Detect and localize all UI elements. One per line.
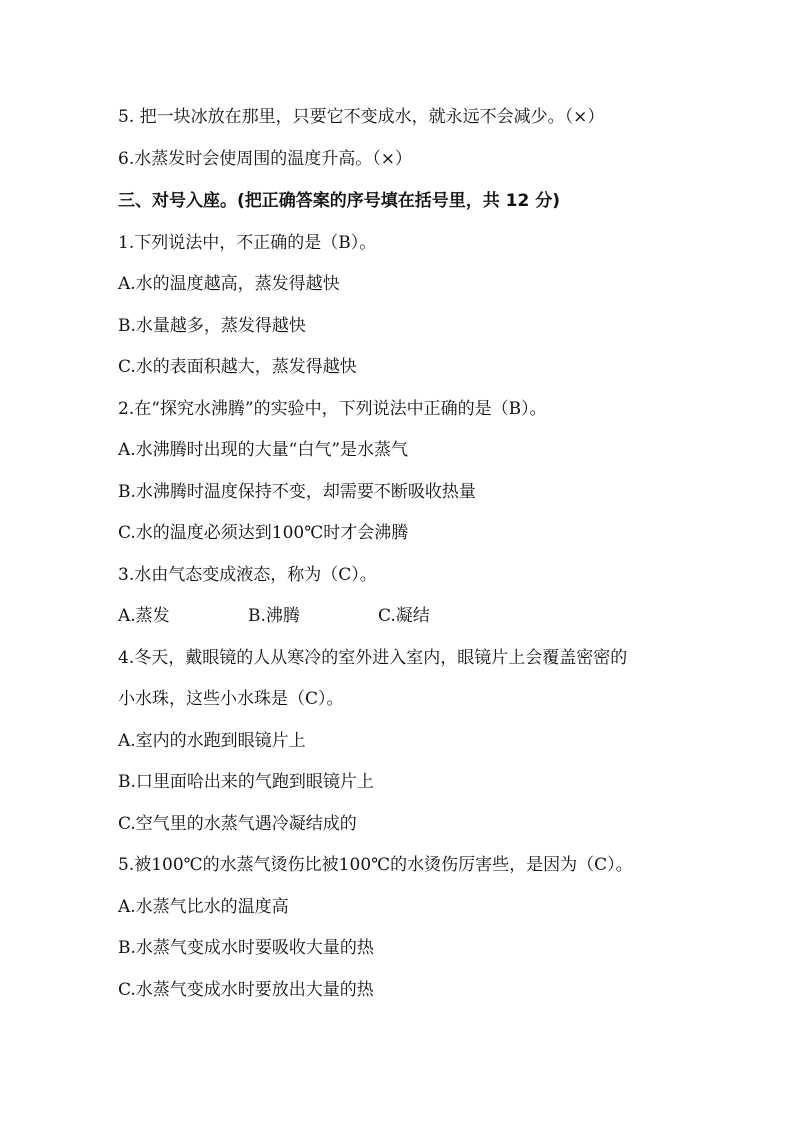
question-1-stem: 1.下列说法中，不正确的是（B）。 [118,233,377,253]
question-4-stem-line-2: 小水珠，这些小水珠是（C）。 [118,689,344,709]
question-4-stem-line-1: 4.冬天，戴眼镜的人从寒冷的室外进入室内，眼镜片上会覆盖密密的 [118,648,628,668]
question-2-option-b: B.水沸腾时温度保持不变，却需要不断吸收热量 [118,482,476,502]
question-4-option-b: B.口里面哈出来的气跑到眼镜片上 [118,772,374,792]
question-1-option-c: C.水的表面积越大，蒸发得越快 [118,357,357,377]
question-5-option-a: A.水蒸气比水的温度高 [118,897,289,917]
question-2-option-a: A.水沸腾时出现的大量“白气”是水蒸气 [118,440,409,460]
question-3-options [118,605,430,627]
question-4-option-a: A.室内的水跑到眼镜片上 [118,731,306,751]
question-5-stem: 5.被100℃的水蒸气烫伤比被100℃的水烫伤厉害些，是因为（C）。 [118,855,633,875]
question-3-option-a: A.蒸发 [118,606,170,626]
judgement-question-5: 5. 把一块冰放在那里，只要它不变成水，就永远不会减少。（×） [118,107,605,127]
question-2-option-c: C.水的温度必须达到100℃时才会沸腾 [118,523,409,543]
question-1-option-b: B.水量越多，蒸发得越快 [118,316,306,336]
question-5-option-c: C.水蒸气变成水时要放出大量的热 [118,980,374,1000]
question-4-option-c: C.空气里的水蒸气遇冷凝结成的 [118,814,357,834]
question-5-option-b: B.水蒸气变成水时要吸收大量的热 [118,938,374,958]
question-2-stem: 2.在“探究水沸腾”的实验中，下列说法中正确的是（B）。 [118,399,547,419]
question-3-option-b: B.沸腾 [248,606,300,626]
question-3-stem: 3.水由气态变成液态，称为（C）。 [118,565,377,585]
section-heading: 三、对号入座。(把正确答案的序号填在括号里，共 12 分) [118,191,561,211]
question-3-option-c: C.凝结 [378,606,430,626]
question-1-option-a: A.水的温度越高，蒸发得越快 [118,274,340,294]
judgement-question-6: 6.水蒸发时会使周围的温度升高。（×） [118,149,412,169]
